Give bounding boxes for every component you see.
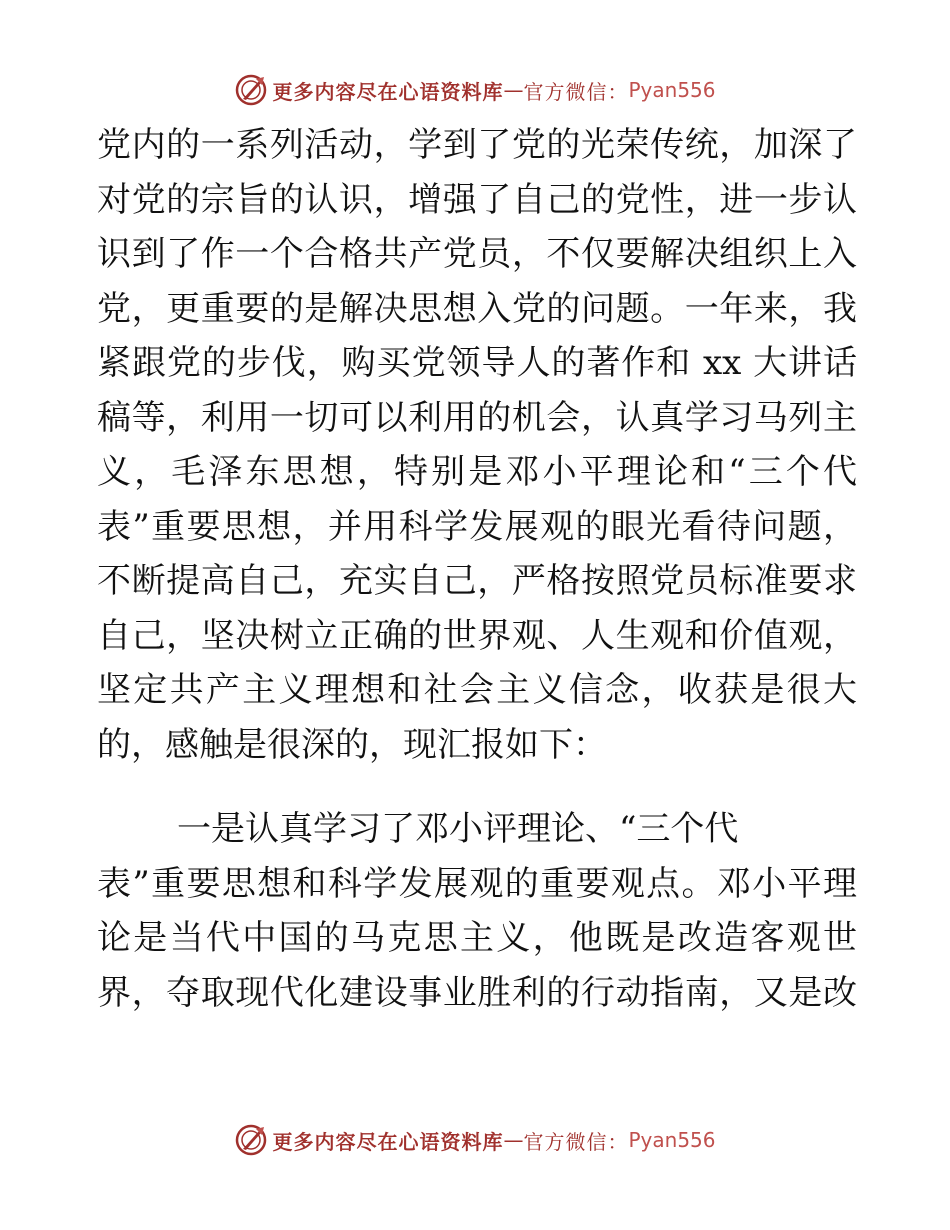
paragraph-gap xyxy=(97,772,857,802)
text-line: 稿等，利用一切可以利用的机会，认真学习马列主 xyxy=(97,397,857,438)
text-line: 不断提高自己，充实自己，严格按照党员标准要求 xyxy=(97,561,857,601)
text-line: 义，毛泽东思想，特别是邓小平理论和“三个代 xyxy=(97,452,857,492)
text-line: 一是认真学习了邓小评理论、“三个代 xyxy=(177,809,739,849)
footer-watermark xyxy=(0,1120,950,1160)
text-line: 界，夺取现代化建设事业胜利的行动指南，又是改 xyxy=(97,972,857,1013)
watermark-separator: — xyxy=(503,78,524,102)
header-watermark xyxy=(0,70,950,110)
watermark-wechat-id: Pyan556 xyxy=(628,78,716,102)
text-line: 论是当代中国的马克思主义，他既是改造客观世 xyxy=(97,918,857,958)
quill-seal-logo-icon xyxy=(234,1123,268,1157)
quill-seal-logo-icon xyxy=(234,73,268,107)
paragraph-2 xyxy=(97,802,857,1020)
paragraph-1 xyxy=(97,118,857,772)
watermark-brand: 更多内容尽在心语资料库 xyxy=(272,79,504,104)
text-line: 党，更重要的是解决思想入党的问题。一年来，我 xyxy=(97,288,857,329)
text-line: 表”重要思想和科学发展观的重要观点。邓小平理 xyxy=(97,863,857,904)
watermark-label: 官方微信： xyxy=(523,1129,629,1154)
text-line: 的，感触是很深的，现汇报如下： xyxy=(97,724,607,765)
watermark-separator: — xyxy=(503,1128,524,1152)
text-line: 坚定共产主义理想和社会主义信念，收获是很大 xyxy=(97,670,857,710)
watermark-brand: 更多内容尽在心语资料库 xyxy=(272,1129,504,1154)
text-line: 表”重要思想，并用科学发展观的眼光看待问题， xyxy=(97,506,857,547)
watermark-label: 官方微信： xyxy=(523,79,629,104)
text-line: 自己，坚决树立正确的世界观、人生观和价值观， xyxy=(97,615,857,656)
text-line: 党内的一系列活动，学到了党的光荣传统，加深了 xyxy=(97,125,857,165)
watermark-wechat-id: Pyan556 xyxy=(628,1128,716,1152)
text-line: 对党的宗旨的认识，增强了自己的党性，进一步认 xyxy=(97,179,857,220)
text-line: 识到了作一个合格共产党员，不仅要解决组织上入 xyxy=(97,234,857,274)
document-body xyxy=(97,118,857,1020)
text-line: 紧跟党的步伐，购买党领导人的著作和 xx 大讲话 xyxy=(97,343,857,383)
